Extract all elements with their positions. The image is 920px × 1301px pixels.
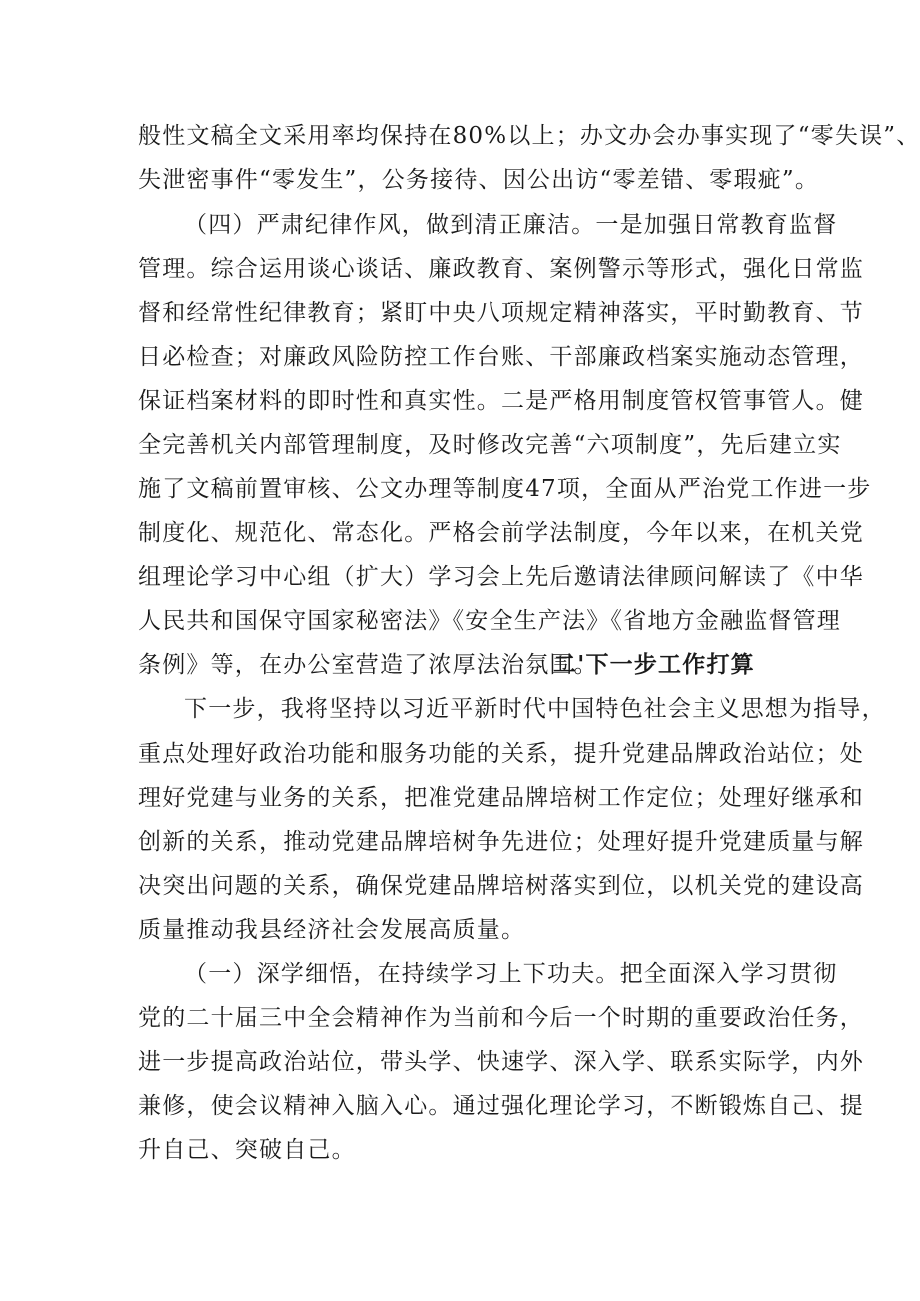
text-line-9: 施了文稿前置审核、公文办理等制度47项，全面从严治党工作进一步 [138,476,872,502]
text-line-11: 组理论学习中心组（扩大）学习会上先后邀请法律顾问解读了《中华 [138,564,864,590]
text-line-8: 全完善机关内部管理制度，及时修改完善“六项制度”，先后建立实 [138,432,842,458]
text-line-10: 制度化、规范化、常态化。严格会前学法制度，今年以来，在机关党 [138,520,864,546]
text-line-18: 决突出问题的关系，确保党建品牌培树落实到位，以机关党的建设高 [138,873,864,899]
text-line-5: 督和经常性纪律教育；紧盯中央八项规定精神落实，平时勤教育、节 [138,300,864,326]
text-line-12: 人民共和国保守国家秘密法》《安全生产法》《省地方金融监督管理 [138,608,841,634]
text-line-7: 保证档案材料的即时性和真实性。二是严格用制度管权管事管人。健 [138,388,864,414]
text-line-22: 进一步提高政治站位，带头学、快速学、深入学、联系实际学，内外 [138,1049,864,1075]
text-line-16: 理好党建与业务的关系，把准党建品牌培树工作定位；处理好继承和 [138,785,864,811]
text-line-19: 质量推动我县经济社会发展高质量。 [138,917,526,943]
text-line-3: （四）严肃纪律作风，做到清正廉洁。一是加强日常教育监督 [184,212,838,238]
text-line-4: 管理。综合运用谈心谈话、廉政教育、案例警示等形式，强化日常监 [138,256,864,282]
text-line-21: 党的二十届三中全会精神作为当前和今后一个时期的重要政治任务， [138,1005,864,1031]
text-line-14: 下一步，我将坚持以习近平新时代中国特色社会主义思想为指导， [184,696,886,722]
text-line-2: 失泄密事件“零发生”，公务接待、因公出访“零差错、零瑕疵”。 [138,167,820,193]
text-line-24: 升自己、突破自己。 [138,1137,356,1163]
text-line-13: 条例》等，在办公室营造了浓厚法治氛围。 [138,652,598,678]
text-line-15: 重点处理好政治功能和服务功能的关系，提升党建品牌政治站位；处 [138,741,864,767]
text-line-23: 兼修，使会议精神入脑入心。通过强化理论学习，不断锻炼自己、提 [138,1093,864,1119]
section-heading: 二'下一步工作打算 [553,652,755,678]
text-line-6: 日必检查；对廉政风险防控工作台账、干部廉政档案实施动态管理， [138,344,864,370]
text-line-1: 般性文稿全文采用率均保持在80%以上；办文办会办事实现了“零失误”、 [138,123,920,149]
text-line-20: （一）深学细悟，在持续学习上下功夫。把全面深入学习贯彻 [184,961,838,987]
text-line-17: 创新的关系，推动党建品牌培树争先进位；处理好提升党建质量与解 [138,829,864,855]
